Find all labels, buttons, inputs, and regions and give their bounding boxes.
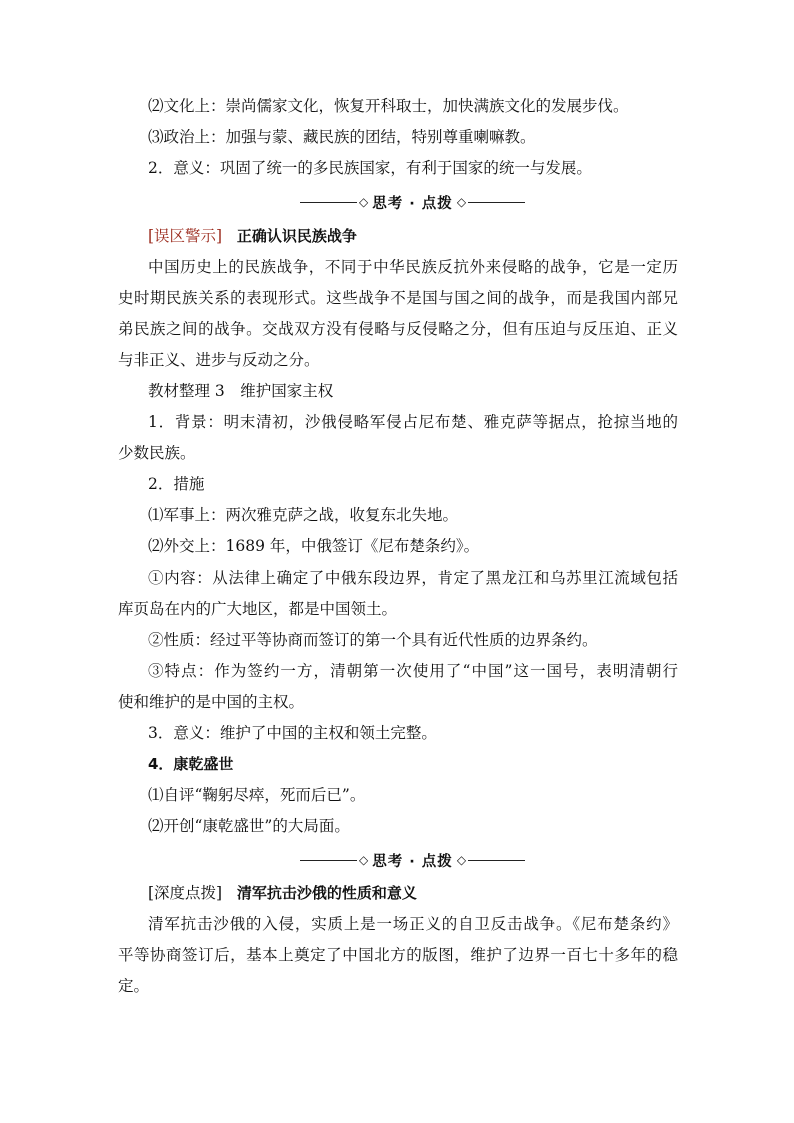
divider-rule-left [300,860,357,861]
divider-label: 思考 · 点拨 [372,853,453,870]
feature-line: ③特点：作为签约一方，清朝第一次使用了“中国”这一国号，表明清朝行 [148,662,678,680]
significance-line: 2．意义：巩固了统一的多民族国家，有利于国家的统一与发展。 [148,159,592,177]
diamond-icon: ◇ [456,853,467,867]
politics-line: ⑶政治上：加强与蒙、藏民族的团结，特别尊重喇嘛教。 [148,128,536,146]
kangqian-heading: 4．康乾盛世 [148,755,234,773]
misconception-paragraph-line: 与非正义、进步与反动之分。 [118,351,320,369]
deep-paragraph-line: 定。 [118,977,150,995]
deep-title: 清军抗击沙俄的性质和意义 [236,884,417,902]
misconception-heading [148,226,708,246]
think-divider-1 [300,192,525,212]
self-eval-line: ⑴自评“鞠躬尽瘁，死而后已”。 [148,786,366,804]
deep-paragraph-line: 平等协商签订后，基本上奠定了中国北方的版图，维护了边界一百七十多年的稳 [118,946,678,964]
culture-line: ⑵文化上：崇尚儒家文化，恢复开科取士，加快满族文化的发展步伐。 [148,97,629,115]
diamond-icon: ◇ [358,195,369,209]
background-line: 1．背景：明末清初，沙俄侵略军侵占尼布楚、雅克萨等据点，抢掠当地的 [148,413,678,431]
section3-significance-line: 3．意义：维护了中国的主权和领土完整。 [148,724,437,742]
deep-heading [148,883,708,903]
divider-rule-left [300,202,357,203]
military-line: ⑴军事上：两次雅克萨之战，收复东北失地。 [148,506,459,524]
deep-tag: [深度点拨] [148,884,223,902]
create-line: ⑵开创“康乾盛世”的大局面。 [148,817,350,835]
content-line: ①内容：从法律上确定了中俄东段边界，肯定了黑龙江和乌苏里江流域包括 [148,569,678,587]
diplomacy-line: ⑵外交上：1689 年，中俄签订《尼布楚条约》。 [148,537,480,555]
divider-rule-right [468,860,525,861]
nature-line: ②性质：经过平等协商而签订的第一个具有近代性质的边界条约。 [148,631,598,649]
content-line: 库页岛在内的广大地区，都是中国领土。 [118,600,398,618]
think-divider-2 [300,850,525,870]
divider-label: 思考 · 点拨 [372,195,453,212]
background-line: 少数民族。 [118,444,196,462]
misconception-paragraph-line: 史时期民族关系的表现形式。这些战争不是国与国之间的战争，而是我国内部兄 [118,289,678,307]
diamond-icon: ◇ [358,853,369,867]
section3-heading: 教材整理 3 维护国家主权 [148,382,334,400]
measures-heading: 2．措施 [148,475,205,493]
feature-line: 使和维护的是中国的主权。 [118,693,305,711]
misconception-title: 正确认识民族战争 [236,227,357,245]
divider-rule-right [468,202,525,203]
deep-paragraph-line: 清军抗击沙俄的入侵，实质上是一场正义的自卫反击战争。《尼布楚条约》 [148,915,678,933]
diamond-icon: ◇ [456,195,467,209]
misconception-paragraph-line: 中国历史上的民族战争，不同于中华民族反抗外来侵略的战争，它是一定历 [148,258,678,276]
misconception-tag: [误区警示] [148,227,223,245]
misconception-paragraph-line: 弟民族之间的战争。交战双方没有侵略与反侵略之分，但有压迫与反压迫、正义 [118,320,678,338]
